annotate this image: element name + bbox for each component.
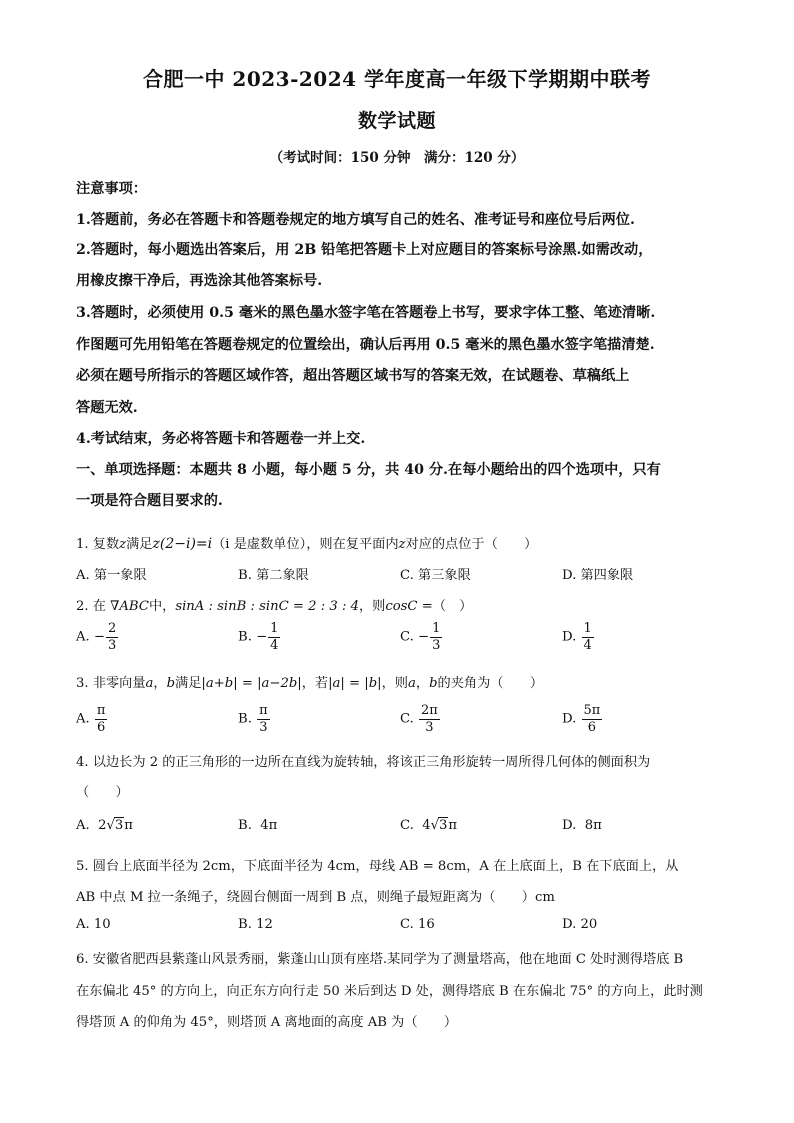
- note-item-3-line-2: 作图题可先用铅笔在答题卷规定的位置绘出，确认后再用 0.5 毫米的黑色墨水签字笔描清楚.: [76, 337, 655, 353]
- q4-option-a: A. 2√3π: [76, 818, 133, 833]
- section-1-line-1: 一、单项选择题：本题共 8 小题，每小题 5 分，共 40 分.在每小题给出的四个选项中，只有: [76, 462, 661, 478]
- fraction: $\frac{1}{4}$: [583, 621, 592, 653]
- variable-z: z: [119, 537, 127, 552]
- q3-option-d: D. $\frac{5\pi}{6}$: [562, 703, 601, 735]
- q3-option-b: B. $\frac{\pi}{3}$: [238, 703, 268, 735]
- notes-heading: 注意事项：: [76, 181, 147, 197]
- subject-title: 数学试题: [357, 110, 436, 132]
- note-item-1: 1.答题前，务必在答题卡和答题卷规定的地方填写自己的姓名、准考证号和座位号后两位.: [76, 212, 635, 228]
- q4-option-d: D. 8π: [562, 818, 602, 833]
- question-5-line-2: AB 中点 M 拉一条绳子，绕圆台侧面一周到 B 点，则绳子最短距离为（ ）cm: [76, 890, 555, 905]
- variable-z: z: [398, 537, 406, 552]
- condition-1: |a+b| = |a−2b|: [201, 676, 302, 691]
- q5-option-c: C. 16: [400, 917, 435, 932]
- note-item-3-line-4: 答题无效.: [76, 400, 138, 416]
- sqrt-symbol: √: [106, 818, 115, 833]
- vector-a: a: [408, 676, 416, 691]
- question-6-line-2: 在东偏北 45° 的方向上，向正东方向行走 50 米后到达 D 处，测得塔底 B 在东偏北 75° 的方向上，此时测: [76, 984, 703, 999]
- question-3-stem: 3. 非零向量a，b满足|a+b| = |a−2b|，若|a| = |b|，则a，b的夹角为（ ）: [76, 676, 544, 691]
- q5-option-d: D. 20: [562, 917, 598, 932]
- sine-ratio: sinA : sinB : sinC = 2 : 3 : 4: [175, 599, 359, 614]
- vector-b: b: [429, 676, 438, 691]
- sqrt-symbol: √: [430, 818, 439, 833]
- triangle-symbol: ∇ABC: [110, 599, 149, 614]
- exam-title: 合肥一中 2023-2024 学年度高一年级下学期期中联考: [142, 67, 652, 91]
- q5-option-b: B. 12: [238, 917, 273, 932]
- equation: z(2−i)=i: [152, 536, 213, 552]
- question-4-line-1: 4. 以边长为 2 的正三角形的一边所在直线为旋转轴，将该正三角形旋转一周所得几何体的侧面积为: [76, 755, 651, 770]
- q3-option-a: A. $\frac{\pi}{6}$: [76, 703, 106, 735]
- fraction: $\frac{2}{3}$: [107, 621, 117, 653]
- note-item-2-line-2: 用橡皮擦干净后，再选涂其他答案标号.: [76, 273, 323, 289]
- fraction: $\frac{\pi}{6}$: [96, 703, 106, 735]
- q1-option-b: B. 第二象限: [238, 568, 309, 583]
- q1-option-a: A. 第一象限: [76, 568, 147, 583]
- question-2-stem: 2. 在 ∇ABC中，sinA : sinB : sinC = 2 : 3 : 4，则cosC =（ ）: [76, 599, 473, 614]
- q4-option-b: B. 4π: [238, 818, 278, 833]
- condition-2: |a| = |b|: [328, 676, 382, 691]
- question-6-line-1: 6. 安徽省肥西县紫蓬山风景秀丽，紫蓬山山顶有座塔.某同学为了测量塔高，他在地面 C 处时测得塔底 B: [76, 952, 684, 967]
- cosine-expression: cosC =: [385, 599, 433, 614]
- section-1-line-2: 一项是符合题目要求的.: [76, 493, 223, 509]
- fraction: $\frac{5\pi}{6}$: [583, 703, 601, 735]
- fraction: $\frac{2\pi}{3}$: [421, 703, 438, 735]
- q1-option-c: C. 第三象限: [400, 568, 471, 583]
- question-4-line-2: （ ）: [76, 785, 129, 800]
- question-1-stem: 1. 复数z满足z(2−i)=i（i 是虚数单位），则在复平面内z对应的点位于（ ）: [76, 536, 538, 552]
- q2-option-c: C. − $\frac{1}{3}$: [400, 621, 441, 653]
- exam-info: （考试时间：150 分钟 满分：120 分）: [269, 150, 525, 166]
- note-item-2-line-1: 2.答题时，每小题选出答案后，用 2B 铅笔把答题卡上对应题目的答案标号涂黑.如需改动，: [76, 242, 653, 258]
- question-5-line-1: 5. 圆台上底面半径为 2cm，下底面半径为 4cm，母线 AB = 8cm，A 在上底面上，B 在下底面上，从: [76, 859, 679, 874]
- vector-b: b: [166, 676, 176, 691]
- q4-option-c: C. 4√3π: [400, 818, 458, 833]
- vector-a: a: [145, 676, 154, 691]
- question-6-line-3: 得塔顶 A 的仰角为 45°，则塔顶 A 离地面的高度 AB 为（ ）: [76, 1015, 458, 1030]
- q2-option-b: B. − $\frac{1}{4}$: [238, 621, 279, 653]
- note-item-3-line-1: 3.答题时，必须使用 0.5 毫米的黑色墨水签字笔在答题卷上书写，要求字体工整、笔迹清晰.: [76, 305, 656, 321]
- note-item-4: 4.考试结束，务必将答题卡和答题卷一并上交.: [76, 431, 366, 447]
- q1-option-d: D. 第四象限: [562, 568, 634, 583]
- q3-option-c: C. $\frac{2\pi}{3}$: [400, 703, 438, 735]
- note-item-3-line-3: 必须在题号所指示的答题区域作答，超出答题区域书写的答案无效，在试题卷、草稿纸上: [76, 368, 630, 384]
- q5-option-a: A. 10: [76, 917, 111, 932]
- fraction: $\frac{1}{4}$: [270, 621, 279, 653]
- fraction: $\frac{\pi}{3}$: [259, 703, 268, 735]
- q2-option-a: A. − $\frac{2}{3}$: [76, 621, 117, 653]
- q2-option-d: D. $\frac{1}{4}$: [562, 621, 592, 653]
- fraction: $\frac{1}{3}$: [432, 621, 441, 653]
